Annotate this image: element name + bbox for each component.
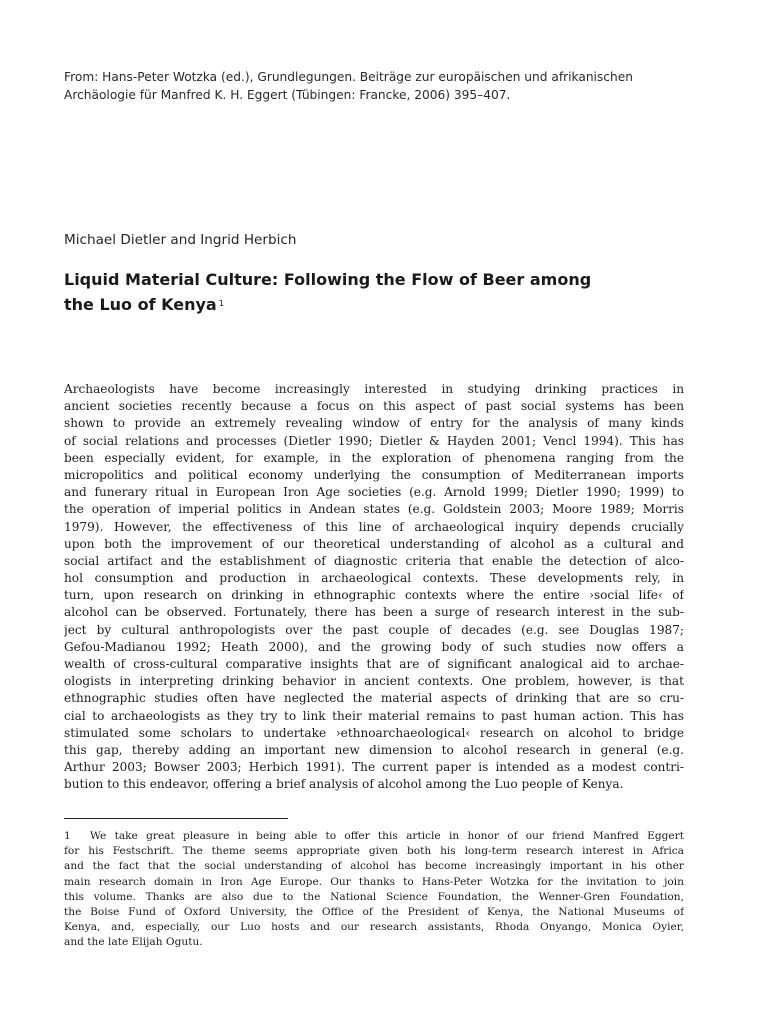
text-line: Arthur 2003; Bowser 2003; Herbich 1991). The current paper is intended as a modest contri- — [64, 760, 684, 775]
text-line: this gap, thereby adding an important new dimension to alcohol research in general (e.g. — [64, 742, 684, 757]
footnote-line: and the fact that the social understanding of alcohol has become increasingly important in his other — [64, 860, 684, 873]
text-line: shown to provide an extremely revealing window of entry for the analysis of many kinds — [64, 416, 684, 431]
text-line: wealth of cross-cultural comparative insights that are of significant analogical aid to archae- — [64, 657, 684, 671]
text-line: bution to this endeavor, offering a brief analysis of alcohol among the Luo people of Kenya. — [64, 777, 624, 792]
footnote-line: for his Festschrift. The theme seems appropriate given both his long-term research interest in Africa — [64, 845, 684, 858]
article-authors: Michael Dietler and Ingrid Herbich — [64, 232, 297, 248]
source-line: From: Hans-Peter Wotzka (ed.), Grundlegungen. Beiträge zur europäischen und afrikanischen — [64, 70, 633, 84]
footnote — [64, 829, 684, 951]
article-title — [64, 267, 714, 317]
source-citation — [64, 68, 714, 104]
text-line: ancient societies recently because a focus on this aspect of past social systems has been — [64, 399, 684, 414]
footnote-line: and the late Elijah Ogutu. — [64, 936, 203, 949]
title-line: the Luo of Kenya — [64, 295, 217, 314]
text-line: been especially evident, for example, in the exploration of phenomena ranging from the — [64, 450, 684, 465]
text-line: the operation of imperial politics in Andean states (e.g. Goldstein 2003; Moore 1989; Morris — [64, 502, 684, 517]
text-line: cial to archaeologists as they try to link their material remains to past human action. This has — [64, 708, 684, 723]
footnote-line-first — [64, 829, 684, 844]
title-line-2 — [64, 292, 714, 317]
text-line: social artifact and the establishment of diagnostic criteria that enable the detection of alco- — [64, 553, 684, 568]
text-line: ologists in interpreting drinking behavior in ancient contexts. One problem, however, is that — [64, 674, 684, 689]
text-line: ject by cultural anthropologists over the past couple of decades (e.g. see Douglas 1987; — [64, 622, 684, 637]
text-line: stimulated some scholars to undertake ›ethnoarchaeological‹ research on alcohol to bridge — [64, 725, 684, 740]
footnote-line: the Boise Fund of Oxford University, the Office of the President of Kenya, the National Museums of — [64, 905, 684, 918]
text-line: and funerary ritual in European Iron Age societies (e.g. Arnold 1999; Dietler 1990; 1999) to — [64, 485, 684, 500]
footnote-separator — [64, 818, 288, 819]
text-line: ethnographic studies often have neglected the material aspects of drinking that are so cru- — [64, 691, 684, 706]
text-line: Archaeologists have become increasingly interested in studying drinking practices in — [64, 382, 684, 396]
text-line: turn, upon research on drinking in ethnographic contexts where the entire ›social life‹ of — [64, 588, 684, 603]
footnote-text: We take great pleasure in being able to offer this article in honor of our friend Manfred Eggert — [90, 830, 684, 842]
title-line: Liquid Material Culture: Following the Flow of Beer among — [64, 270, 592, 289]
body-paragraph — [64, 381, 684, 794]
footnote-line: Kenya, and, especially, our Luo hosts and our research assistants, Rhoda Onyango, Monica Oyier, — [64, 921, 684, 934]
text-line: micropolitics and political economy underlying the consumption of Mediterranean imports — [64, 467, 684, 482]
footnote-line: main research domain in Iron Age Europe. Our thanks to Hans-Peter Wotzka for the invitation to join — [64, 875, 684, 888]
source-line: Archäologie für Manfred K. H. Eggert (Tübingen: Francke, 2006) 395–407. — [64, 88, 511, 102]
text-line: alcohol can be observed. Fortunately, there has been a surge of research interest in the sub- — [64, 605, 684, 620]
footnote-reference[interactable]: 1 — [218, 299, 224, 308]
text-line: Gefou-Madianou 1992; Heath 2000), and the growing body of such studies now offers a — [64, 639, 684, 654]
text-line: upon both the improvement of our theoretical understanding of alcohol as a cultural and — [64, 536, 684, 551]
text-line: of social relations and processes (Dietler 1990; Dietler & Hayden 2001; Vencl 1994). This has — [64, 433, 684, 448]
text-line: 1979). However, the effectiveness of this line of archaeological inquiry depends crucially — [64, 519, 684, 534]
footnote-number: 1 — [64, 830, 71, 842]
footnote-line: this volume. Thanks are also due to the National Science Foundation, the Wenner-Gren Foundation, — [64, 890, 684, 903]
text-line: hol consumption and production in archaeological contexts. These developments rely, in — [64, 571, 684, 586]
